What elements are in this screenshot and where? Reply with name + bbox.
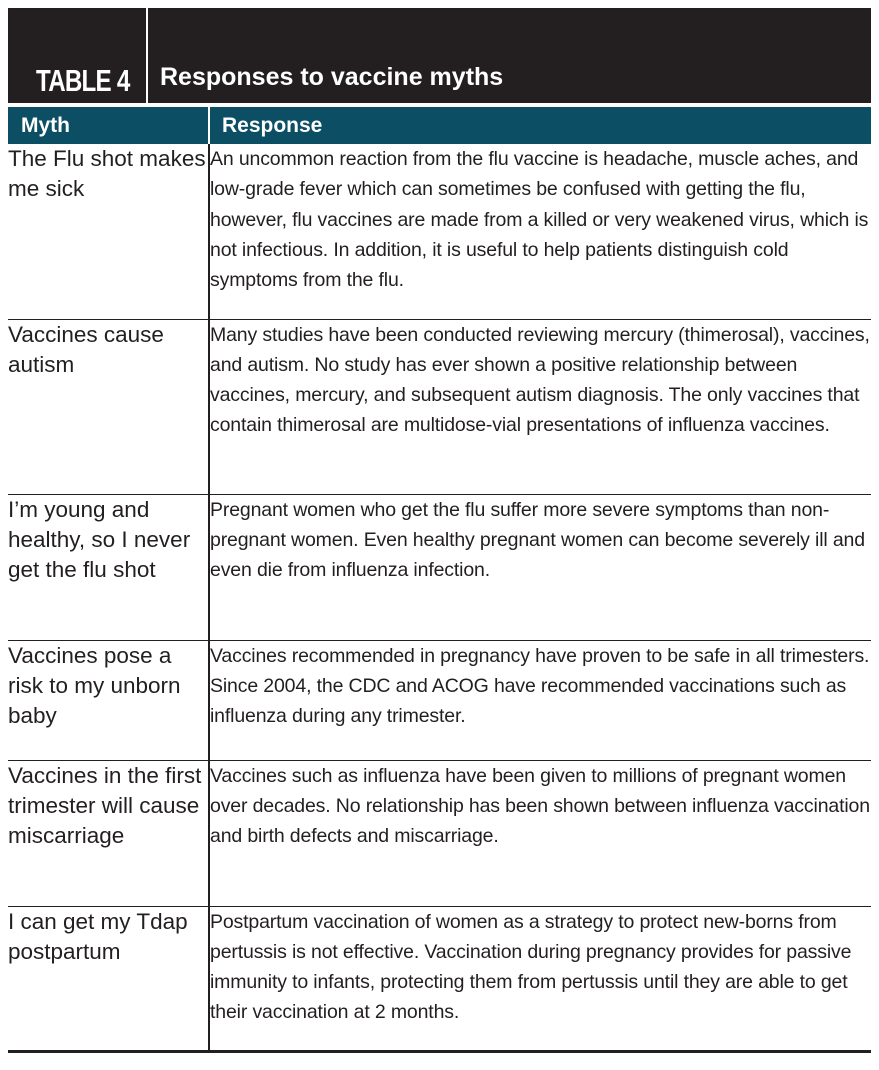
table-row: [8, 640, 871, 760]
response-cell: Many studies have been conducted reviewing mercury (thimerosal), vaccines, and autism. No study has ever shown a positive relationship between vaccines, mercury, and subsequent autism diagnosis. The only vaccines that contain thimerosal are multidose-vial presentations of influenza vaccines.: [209, 319, 871, 494]
myth-cell: Vaccines cause autism: [8, 319, 209, 494]
table-body: [8, 144, 871, 1053]
table-number: TABLE 4: [36, 63, 130, 98]
myth-cell: Vaccines in the first trimester will cause miscarriage: [8, 760, 209, 906]
table-row: [8, 906, 871, 1051]
header-myth: Myth: [21, 114, 70, 137]
table-row: [8, 144, 871, 319]
table-header: [8, 107, 871, 144]
myth-cell: Vaccines pose a risk to my unborn baby: [8, 640, 209, 760]
table-row: [8, 319, 871, 494]
header-response: Response: [222, 114, 323, 137]
table-figure: [8, 8, 871, 1053]
response-cell: Pregnant women who get the flu suffer more severe symptoms than non-pregnant women. Even healthy pregnant women can become severely ill and even die from influenza infection.: [209, 494, 871, 640]
table-row: [8, 760, 871, 906]
response-cell: An uncommon reaction from the flu vaccine is headache, muscle aches, and low-grade fever which can sometimes be confused with getting the flu, however, flu vaccines are made from a killed or very weakened virus, which is not infectious. In addition, it is useful to help patients distinguish cold symptoms from the flu.: [210, 148, 869, 292]
title-divider: [146, 8, 148, 103]
response-cell: Vaccines such as influenza have been given to millions of pregnant women over decades. No relationship has been shown between influenza vaccination and birth defects and miscarriage.: [209, 760, 871, 906]
response-cell: Postpartum vaccination of women as a strategy to protect new-borns from pertussis is not effective. Vaccination during pregnancy provides for passive immunity to infants, protecting them from pertussis until they are able to get their vaccination at 2 months.: [209, 906, 871, 1051]
table-title: Responses to vaccine myths: [160, 63, 504, 91]
myth-cell: I’m young and healthy, so I never get the flu shot: [8, 494, 209, 640]
response-cell: Vaccines recommended in pregnancy have proven to be safe in all trimesters. Since 2004, the CDC and ACOG have recommended vaccinations such as influenza during any trimester.: [209, 640, 871, 760]
header-divider: [208, 107, 210, 144]
title-bar: [8, 8, 871, 104]
myth-cell: I can get my Tdap postpartum: [8, 906, 209, 1051]
table-row: [8, 494, 871, 640]
myth-cell: The Flu shot makes me sick: [8, 144, 209, 319]
